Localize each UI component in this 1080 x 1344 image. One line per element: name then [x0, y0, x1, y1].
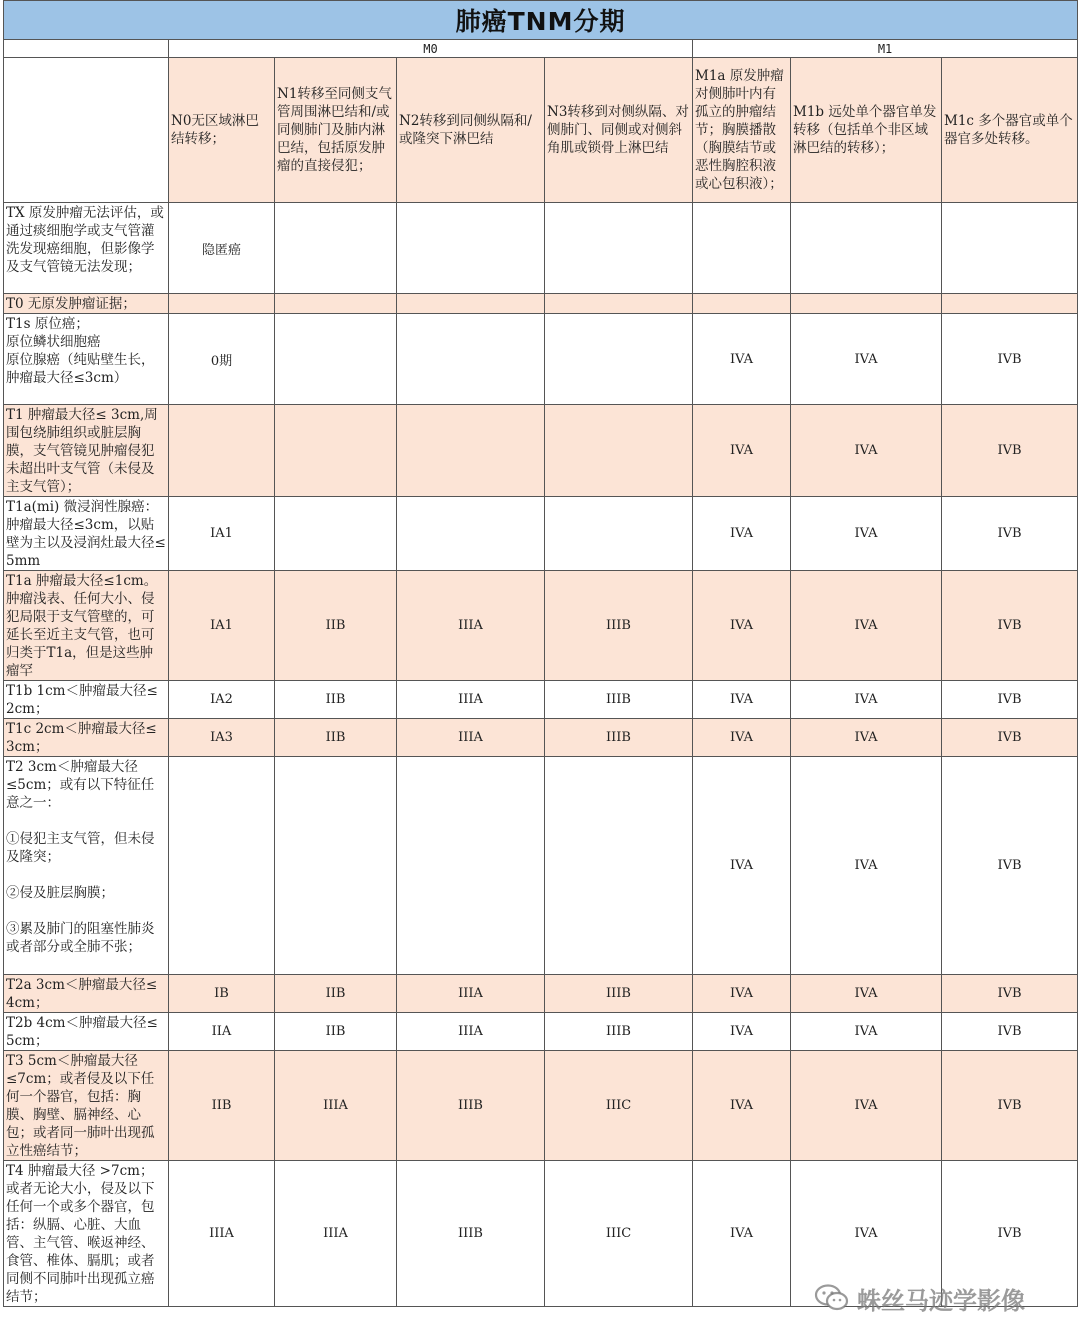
stage-cell: IVB: [942, 571, 1078, 681]
stage-cell: [942, 203, 1078, 294]
stage-cell: IIB: [275, 719, 397, 757]
stage-cell: IIIB: [545, 681, 693, 719]
watermark-text: 蛛丝马迹学影像: [857, 1286, 1025, 1315]
stage-cell: IA3: [169, 719, 275, 757]
stage-cell: IIB: [275, 681, 397, 719]
stage-cell: IIIA: [397, 681, 545, 719]
row-label: T2 3cm＜肿瘤最大径≤5cm；或有以下特征任意之一： ①侵犯主支气管，但未侵及隆突； ②侵及脏层胸膜； ③累及肺门的阻塞性肺炎或者部分或全肺不张；: [4, 757, 169, 975]
stage-cell: IVB: [942, 1161, 1078, 1307]
stage-cell: [545, 405, 693, 497]
stage-cell: IIIA: [397, 1013, 545, 1051]
stage-cell: IB: [169, 975, 275, 1013]
stage-cell: IVB: [942, 681, 1078, 719]
column-header-n3: N3转移到对侧纵隔、对侧肺门、同侧或对侧斜角肌或锁骨上淋巴结: [545, 58, 693, 203]
stage-cell: IIB: [275, 571, 397, 681]
stage-cell: [545, 314, 693, 405]
wechat-watermark: [815, 1280, 1025, 1316]
stage-cell: IVA: [791, 1161, 942, 1307]
stage-cell: IIIB: [545, 975, 693, 1013]
stage-cell: [169, 294, 275, 314]
table-row: [4, 1013, 1078, 1051]
stage-cell: IIIB: [545, 1013, 693, 1051]
table-row: [4, 681, 1078, 719]
stage-cell: IVA: [693, 571, 791, 681]
stage-cell: [942, 294, 1078, 314]
stage-cell: IVA: [791, 571, 942, 681]
stage-cell: IVA: [791, 314, 942, 405]
stage-cell: [545, 497, 693, 571]
stage-cell: [397, 405, 545, 497]
stage-cell: IVA: [791, 1051, 942, 1161]
stage-cell: IVA: [693, 1051, 791, 1161]
row-label: T3 5cm＜肿瘤最大径≤7cm；或者侵及以下任何一个器官，包括：胸膜、胸壁、膈神经、心包；或者同一肺叶出现孤立性癌结节；: [4, 1051, 169, 1161]
table-row: [4, 1051, 1078, 1161]
group-header-m0: M0: [169, 40, 693, 58]
stage-cell: 0期: [169, 314, 275, 405]
stage-cell: IVA: [693, 719, 791, 757]
table-row: [4, 314, 1078, 405]
stage-cell: IVA: [791, 975, 942, 1013]
stage-cell: IVB: [942, 975, 1078, 1013]
stage-cell: IVB: [942, 497, 1078, 571]
stage-cell: [275, 203, 397, 294]
stage-cell: IVA: [791, 681, 942, 719]
row-label: T1 肿瘤最大径≤ 3cm,周围包绕肺组织或脏层胸膜，支气管镜见肿瘤侵犯未超出叶支气管（未侵及主支气管）；: [4, 405, 169, 497]
stage-cell: IVB: [942, 757, 1078, 975]
stage-cell: [791, 203, 942, 294]
stage-cell: IVA: [693, 405, 791, 497]
stage-cell: [275, 294, 397, 314]
stage-cell: IIB: [275, 1013, 397, 1051]
stage-cell: IVA: [693, 1013, 791, 1051]
table-row: [4, 405, 1078, 497]
row-label: T1a 肿瘤最大径≤1cm。肿瘤浅表、任何大小、侵犯局限于支气管壁的，可延长至近主支气管，也可归类于T1a，但是这些肿瘤罕: [4, 571, 169, 681]
stage-cell: IA2: [169, 681, 275, 719]
row-label: T2a 3cm＜肿瘤最大径≤ 4cm；: [4, 975, 169, 1013]
stage-cell: IVA: [791, 1013, 942, 1051]
stage-cell: [275, 405, 397, 497]
stage-cell: IVA: [693, 497, 791, 571]
stage-cell: [275, 314, 397, 405]
column-header-n1: N1转移至同侧支气管周围淋巴结和/或同侧肺门及肺内淋巴结，包括原发肿瘤的直接侵犯；: [275, 58, 397, 203]
staging-table: [3, 0, 1078, 1307]
row-label: T1c 2cm＜肿瘤最大径≤ 3cm；: [4, 719, 169, 757]
stage-cell: [275, 757, 397, 975]
column-header-n2: N2转移到同侧纵隔和/或隆突下淋巴结: [397, 58, 545, 203]
wechat-icon: [815, 1284, 849, 1312]
stage-cell: IVB: [942, 1013, 1078, 1051]
stage-cell: [169, 757, 275, 975]
stage-cell: IIIA: [397, 975, 545, 1013]
row-label: T0 无原发肿瘤证据；: [4, 294, 169, 314]
column-header-m1b: M1b 远处单个器官单发转移（包括单个非区域淋巴结的转移）；: [791, 58, 942, 203]
stage-cell: [693, 294, 791, 314]
stage-cell: [397, 757, 545, 975]
row-label: T1a(mi) 微浸润性腺癌：肿瘤最大径≤3cm，以贴壁为主以及浸润灶最大径≤ 5mm: [4, 497, 169, 571]
stage-cell: IIIB: [545, 571, 693, 681]
stage-cell: IVB: [942, 405, 1078, 497]
column-header-m1a: M1a 原发肿瘤对侧肺叶内有孤立的肿瘤结节；胸膜播散（胸膜结节或恶性胸腔积液或心包积液）；: [693, 58, 791, 203]
table-row: [4, 719, 1078, 757]
stage-cell: 隐匿癌: [169, 203, 275, 294]
stage-cell: IVB: [942, 314, 1078, 405]
table-title: 肺癌TNM分期: [4, 1, 1078, 40]
row-label: T2b 4cm＜肿瘤最大径≤ 5cm；: [4, 1013, 169, 1051]
stage-cell: [397, 314, 545, 405]
table-row: [4, 571, 1078, 681]
stage-cell: IVA: [791, 719, 942, 757]
stage-cell: [397, 497, 545, 571]
stage-cell: [545, 203, 693, 294]
stage-cell: IVA: [693, 314, 791, 405]
row-header-blank: [4, 58, 169, 203]
stage-cell: IIB: [169, 1051, 275, 1161]
table-row: [4, 497, 1078, 571]
group-header-m1: M1: [693, 40, 1078, 58]
stage-cell: [693, 203, 791, 294]
stage-cell: [545, 294, 693, 314]
stage-cell: IVB: [942, 1051, 1078, 1161]
stage-cell: IVA: [791, 497, 942, 571]
stage-cell: [275, 497, 397, 571]
row-label: T4 肿瘤最大径 >7cm；或者无论大小，侵及以下任何一个或多个器官，包括：纵膈、心脏、大血管、主气管、喉返神经、食管、椎体、膈肌；或者同侧不同肺叶出现孤立癌结节；: [4, 1161, 169, 1307]
table-row: [4, 757, 1078, 975]
stage-cell: IIIA: [275, 1051, 397, 1161]
stage-cell: [545, 757, 693, 975]
stage-cell: IVA: [693, 975, 791, 1013]
stage-cell: IA1: [169, 571, 275, 681]
table-row: [4, 294, 1078, 314]
stage-cell: IIIC: [545, 1051, 693, 1161]
stage-cell: IIB: [275, 975, 397, 1013]
table-row: [4, 975, 1078, 1013]
stage-cell: IIIA: [397, 571, 545, 681]
stage-cell: [169, 405, 275, 497]
stage-cell: IIIC: [545, 1161, 693, 1307]
stage-cell: IVA: [791, 405, 942, 497]
column-header-n0: N0无区域淋巴结转移；: [169, 58, 275, 203]
stage-cell: IVA: [693, 757, 791, 975]
stage-cell: IA1: [169, 497, 275, 571]
stage-cell: IVB: [942, 719, 1078, 757]
stage-cell: IVA: [693, 681, 791, 719]
row-label: T1b 1cm＜肿瘤最大径≤ 2cm；: [4, 681, 169, 719]
stage-cell: IVA: [791, 757, 942, 975]
stage-cell: IIA: [169, 1013, 275, 1051]
stage-cell: [397, 203, 545, 294]
row-label: TX 原发肿瘤无法评估，或通过痰细胞学或支气管灌洗发现癌细胞，但影像学及支气管镜无法发现；: [4, 203, 169, 294]
stage-cell: IIIA: [275, 1161, 397, 1307]
corner-cell: [4, 40, 169, 58]
row-label: T1s 原位癌； 原位鳞状细胞癌 原位腺癌（纯贴壁生长，肿瘤最大径≤3cm）: [4, 314, 169, 405]
stage-cell: IIIB: [545, 719, 693, 757]
column-header-m1c: M1c 多个器官或单个器官多处转移。: [942, 58, 1078, 203]
stage-cell: [397, 294, 545, 314]
stage-cell: IIIA: [169, 1161, 275, 1307]
stage-cell: IIIB: [397, 1051, 545, 1161]
stage-cell: IIIB: [397, 1161, 545, 1307]
table-row: [4, 203, 1078, 294]
stage-cell: IIIA: [397, 719, 545, 757]
tnm-staging-sheet: [3, 0, 1077, 1315]
stage-cell: IVA: [693, 1161, 791, 1307]
stage-cell: [791, 294, 942, 314]
